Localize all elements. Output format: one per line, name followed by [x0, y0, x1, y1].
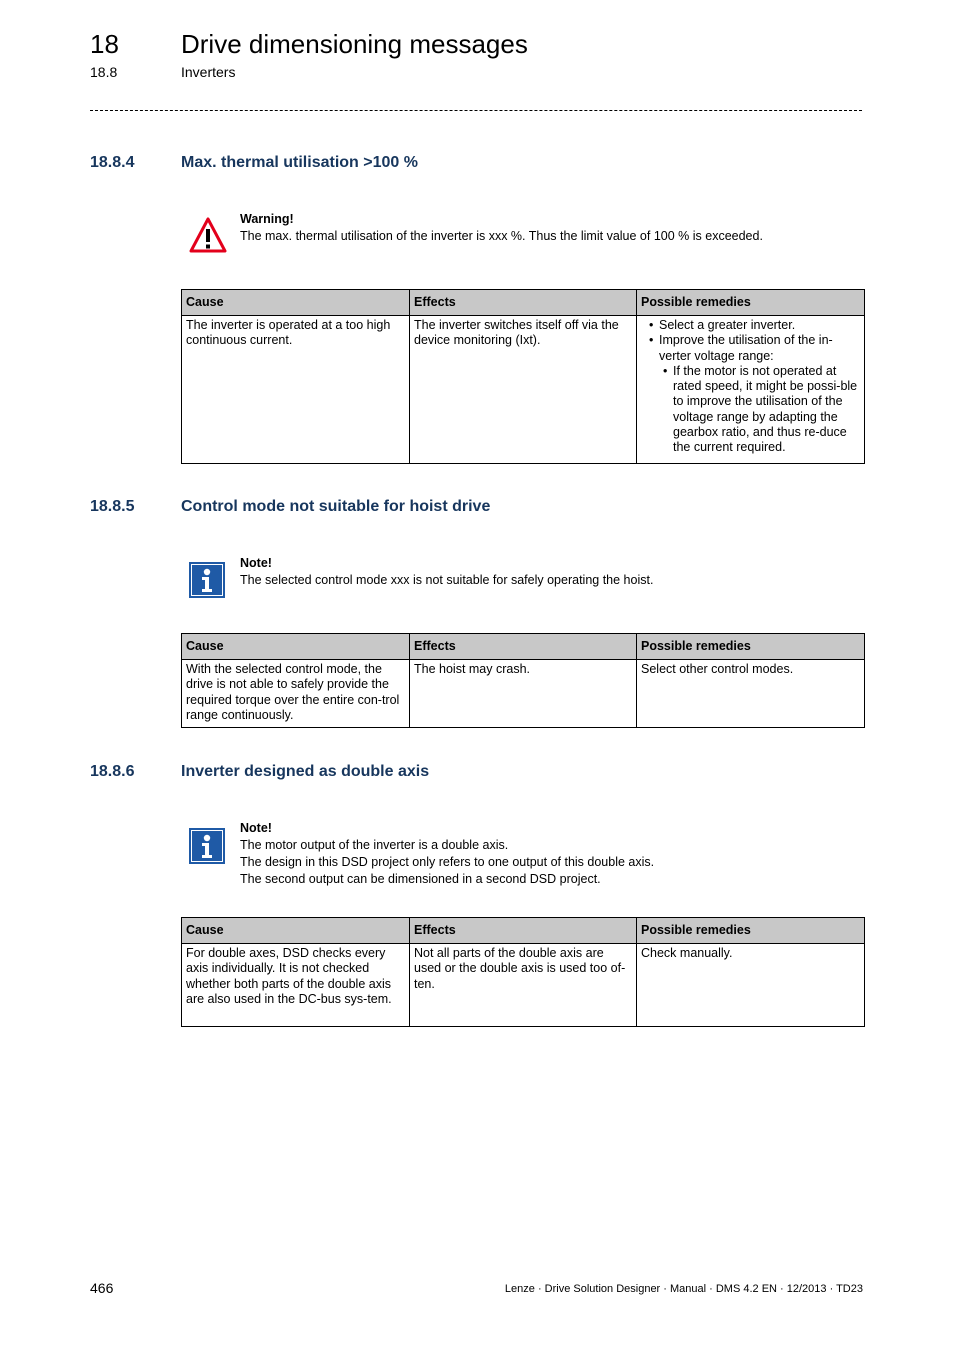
- section-title: Inverters: [181, 64, 236, 80]
- column-header-remedies: Possible remedies: [637, 290, 865, 316]
- subsection-number: 18.8.5: [90, 498, 135, 515]
- chapter-title: Drive dimensioning messages: [181, 29, 528, 59]
- column-header-cause: Cause: [182, 634, 410, 660]
- chapter-number: 18: [90, 29, 119, 59]
- info-icon: [189, 828, 225, 864]
- section-number: 18.8: [90, 64, 118, 80]
- notice-title: Note!: [240, 821, 272, 835]
- column-header-cause: Cause: [182, 290, 410, 316]
- column-header-effects: Effects: [410, 918, 637, 944]
- warning-triangle-icon: [189, 216, 225, 252]
- notice-text: The design in this DSD project only refers to one output of this double axis.: [240, 855, 655, 869]
- list-item-text: Improve the utilisation of the in-verter voltage range:: [659, 333, 833, 363]
- sub-list: [659, 364, 860, 456]
- notice-text: The second output can be dimensioned in a second DSD project.: [240, 872, 601, 886]
- message-table: [181, 633, 865, 728]
- cause-cell: With the selected control mode, the drive is not able to safely provide the required torque over the entire con-trol range continuously.: [182, 660, 410, 728]
- page-number: 466: [90, 1280, 114, 1296]
- message-table: [181, 289, 865, 464]
- list-item: • Select a greater inverter.: [659, 318, 860, 333]
- remedies-list: [641, 318, 860, 456]
- column-header-effects: Effects: [410, 634, 637, 660]
- info-icon: [189, 562, 225, 598]
- cause-cell: The inverter is operated at a too high continuous current.: [182, 316, 410, 464]
- remedies-cell: Check manually.: [637, 944, 865, 1027]
- column-header-cause: Cause: [182, 918, 410, 944]
- column-header-remedies: Possible remedies: [637, 918, 865, 944]
- column-header-remedies: Possible remedies: [637, 634, 865, 660]
- notice-title: Note!: [240, 556, 272, 570]
- subsection-number: 18.8.6: [90, 763, 135, 780]
- effects-cell: Not all parts of the double axis are used or the double axis is used too of-ten.: [410, 944, 637, 1027]
- notice-text: The motor output of the inverter is a double axis.: [240, 838, 509, 852]
- subsection-title: Max. thermal utilisation >100 %: [181, 154, 418, 171]
- remedies-cell: [637, 316, 865, 464]
- subsection-number: 18.8.4: [90, 154, 135, 171]
- column-header-effects: Effects: [410, 290, 637, 316]
- effects-cell: The hoist may crash.: [410, 660, 637, 728]
- header-divider: [90, 110, 862, 111]
- notice-text: The max. thermal utilisation of the inverter is xxx %. Thus the limit value of 100 % is exceeded.: [240, 229, 763, 243]
- notice-title: Warning!: [240, 212, 294, 226]
- subsection-title: Control mode not suitable for hoist drive: [181, 498, 491, 515]
- warning-notice: [240, 211, 763, 245]
- subsection-title: Inverter designed as double axis: [181, 763, 430, 780]
- note-notice: [240, 820, 654, 888]
- message-table: [181, 917, 865, 1027]
- remedies-cell: Select other control modes.: [637, 660, 865, 728]
- footer-document-info: Lenze · Drive Solution Designer · Manual · DMS 4.2 EN · 12/2013 · TD23: [504, 1283, 863, 1295]
- sub-list-item: • If the motor is not operated at rated speed, it might be possi-ble to improve the utilisation of the voltage range by adapting the gearbox ratio, and thus re-duce the current required.: [673, 364, 860, 456]
- cause-cell: For double axes, DSD checks every axis individually. It is not checked whether both parts of the double axis are also used in the DC-bus sys-tem.: [182, 944, 410, 1027]
- notice-text: The selected control mode xxx is not suitable for safely operating the hoist.: [240, 573, 654, 587]
- list-item: [659, 333, 860, 455]
- note-notice: [240, 555, 653, 589]
- effects-cell: The inverter switches itself off via the device monitoring (Ixt).: [410, 316, 637, 464]
